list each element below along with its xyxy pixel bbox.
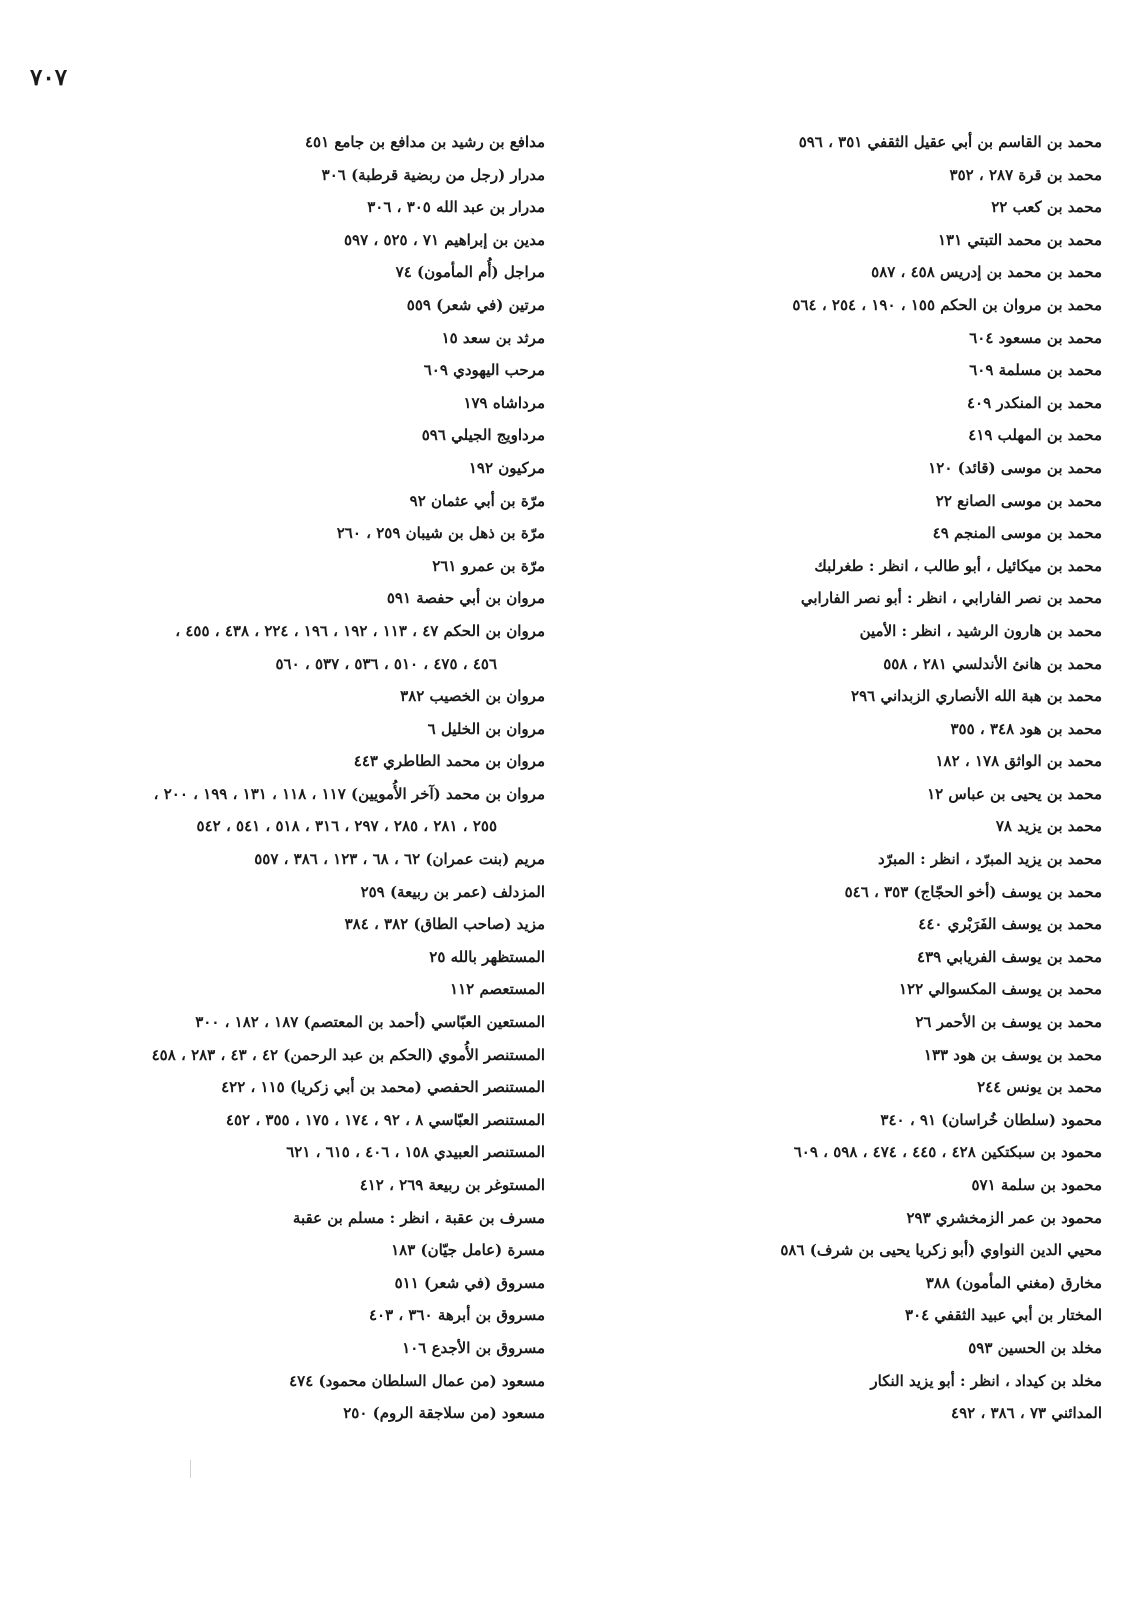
index-entry: مخلد بن الحسين ٥٩٣	[968, 1338, 1102, 1357]
index-entry: مرّة بن أبي عثمان ٩٢	[409, 491, 545, 510]
index-entry: محمد بن محمد بن إدريس ٤٥٨ ، ٥٨٧	[871, 263, 1102, 282]
index-entry: مروان بن محمد (آخر الأُمويين) ١١٧ ، ١١٨ ، ١٣١ ، ١٩٩ ، ٢٠٠ ،	[153, 784, 545, 803]
index-entry: مسرة (عامل جيّان) ١٨٣	[391, 1241, 545, 1260]
index-entry: مسروق (في شعر) ٥١١	[394, 1273, 545, 1292]
index-entry: مروان بن الخصيب ٣٨٢	[400, 687, 545, 706]
index-entry-continuation: ٢٥٥ ، ٢٨١ ، ٢٨٥ ، ٢٩٧ ، ٣١٦ ، ٥١٨ ، ٥٤١ ، ٥٤٢	[196, 817, 497, 836]
index-entry: مرثد بن سعد ١٥	[441, 328, 545, 347]
index-entry: مدرار (رجل من ربضية قرطبة) ٣٠٦	[321, 165, 545, 184]
index-entry: المزدلف (عمر بن ربيعة) ٢٥٩	[360, 882, 545, 901]
index-entry: مسروق بن الأجدع ١٠٦	[402, 1338, 545, 1357]
index-entry: مروان بن الحكم ٤٧ ، ١١٣ ، ١٩٢ ، ١٩٦ ، ٢٢٤ ، ٤٣٨ ، ٤٥٥ ،	[175, 621, 545, 640]
index-entry: مرّة بن ذهل بن شيبان ٢٥٩ ، ٢٦٠	[336, 524, 545, 543]
index-entry: محمد بن يوسف بن الأحمر ٢٦	[915, 1013, 1102, 1032]
index-entry: محمد بن يوسف الفريابي ٤٣٩	[917, 947, 1102, 966]
index-entry: محمود بن عمر الزمخشري ٢٩٣	[906, 1208, 1102, 1227]
index-entry: المستنصر العبّاسي ٨ ، ٩٢ ، ١٧٤ ، ١٧٥ ، ٣٥٥ ، ٤٥٢	[225, 1110, 545, 1129]
index-entry: محمد بن يزيد المبرّد ، انظر : المبرّد	[878, 850, 1102, 869]
index-entry-continuation: ٤٥٦ ، ٤٧٥ ، ٥١٠ ، ٥٣٦ ، ٥٣٧ ، ٥٦٠	[275, 654, 497, 673]
index-entry: مروان بن محمد الطاطري ٤٤٣	[353, 752, 545, 771]
index-entry: المستنصر الأُموي (الحكم بن عبد الرحمن) ٤٢ ، ٤٣ ، ٢٨٣ ، ٤٥٨	[151, 1045, 545, 1064]
index-entry: مروان بن الخليل ٦	[427, 719, 545, 738]
page-number: ٧٠٧	[30, 64, 68, 91]
index-entry: مراجل (أُم المأمون) ٧٤	[395, 263, 545, 282]
index-entry: محمد بن المهلب ٤١٩	[968, 426, 1102, 445]
index-entry: محمد بن يونس ٢٤٤	[977, 1078, 1102, 1097]
index-entry: المدائني ٧٣ ، ٣٨٦ ، ٤٩٢	[951, 1404, 1102, 1423]
index-entry: مسعود (من سلاجقة الروم) ٢٥٠	[343, 1404, 545, 1423]
index-entry: محمد بن هارون الرشيد ، انظر : الأمين	[859, 621, 1102, 640]
index-entry: مدرار بن عبد الله ٣٠٥ ، ٣٠٦	[367, 198, 545, 217]
index-entry: مخلد بن كيداد ، انظر : أبو يزيد النكار	[870, 1371, 1102, 1390]
index-entry: المستعصم ١١٢	[450, 980, 545, 999]
index-entry: مروان بن أبي حفصة ٥٩١	[386, 589, 545, 608]
index-entry: مدافع بن رشيد بن مدافع بن جامع ٤٥١	[304, 133, 545, 151]
index-entry: مريم (بنت عمران) ٦٢ ، ٦٨ ، ١٢٣ ، ٣٨٦ ، ٥٥٧	[254, 850, 545, 869]
index-column-right	[592, 126, 1102, 1430]
index-entry: المستنصر العبيدي ١٥٨ ، ٤٠٦ ، ٦١٥ ، ٦٢١	[286, 1143, 545, 1162]
index-entry: المستوغر بن ربيعة ٢٦٩ ، ٤١٢	[359, 1176, 545, 1194]
index-entry: مدين بن إبراهيم ٧١ ، ٥٢٥ ، ٥٩٧	[343, 230, 545, 249]
index-entry: محيي الدين النواوي (أبو زكريا يحيى بن شرف) ٥٨٦	[780, 1241, 1102, 1260]
index-entry: محمد بن يوسف (أخو الحجّاج) ٣٥٣ ، ٥٤٦	[844, 882, 1102, 901]
index-entry: محمد بن موسى (قائد) ١٢٠	[928, 458, 1102, 477]
index-entry: محمد بن نصر الفارابي ، انظر : أبو نصر الفارابي	[800, 589, 1102, 608]
index-entry: محمد بن محمد التبتي ١٣١	[938, 230, 1102, 249]
index-entry: محمود بن سبكتكين ٤٢٨ ، ٤٤٥ ، ٤٧٤ ، ٥٩٨ ، ٦٠٩	[793, 1143, 1102, 1162]
index-entry: المختار بن أبي عبيد الثقفي ٣٠٤	[905, 1306, 1102, 1325]
index-entry: المستنصر الحفصي (محمد بن أبي زكريا) ١١٥ ، ٤٢٢	[221, 1078, 545, 1097]
index-column-left	[40, 126, 545, 1430]
index-entry: مخارق (مغني المأمون) ٣٨٨	[925, 1273, 1102, 1292]
index-entry: محمد بن مسعود ٦٠٤	[969, 328, 1102, 347]
index-entry: المستعين العبّاسي (أحمد بن المعتصم) ١٨٧ ، ١٨٢ ، ٣٠٠	[195, 1013, 545, 1032]
index-entry: مسرف بن عقبة ، انظر : مسلم بن عقبة	[292, 1208, 545, 1227]
index-entry: مرحب اليهودي ٦٠٩	[423, 361, 545, 380]
index-entry: محمد بن موسى الصانع ٢٢	[935, 491, 1102, 510]
index-entry: محمد بن موسى المنجم ٤٩	[932, 524, 1102, 543]
index-entry: مرتين (في شعر) ٥٥٩	[406, 295, 545, 314]
index-entry: محمد بن مروان بن الحكم ١٥٥ ، ١٩٠ ، ٢٥٤ ، ٥٦٤	[792, 295, 1102, 314]
index-entry: مرداويج الجيلي ٥٩٦	[421, 426, 545, 445]
index-entry: محمود بن سلمة ٥٧١	[971, 1176, 1102, 1194]
index-entry: محمد بن يوسف الفَرَبْري ٤٤٠	[918, 915, 1102, 934]
index-entry: محمد بن قرة ٢٨٧ ، ٣٥٢	[949, 165, 1102, 184]
index-entry: محمد بن هبة الله الأنصاري الزبداني ٢٩٦	[851, 687, 1102, 706]
index-entry: محمد بن المنكدر ٤٠٩	[966, 393, 1102, 412]
index-entry: محمد بن ميكائيل ، أبو طالب ، انظر : طغرلبك	[814, 556, 1102, 575]
index-entry: محمد بن هانئ الأندلسي ٢٨١ ، ٥٥٨	[883, 654, 1102, 673]
index-entry: محمد بن القاسم بن أبي عقيل الثقفي ٣٥١ ، ٥٩٦	[798, 133, 1102, 151]
index-entry: مركيون ١٩٢	[468, 458, 545, 477]
index-entry: محمد بن الواثق ١٧٨ ، ١٨٢	[935, 752, 1102, 771]
index-entry: محمد بن كعب ٢٢	[991, 198, 1102, 217]
index-entry: مسعود (من عمال السلطان محمود) ٤٧٤	[289, 1371, 545, 1390]
index-entry: محمد بن يوسف بن هود ١٣٣	[923, 1045, 1102, 1064]
index-entry: المستظهر بالله ٢٥	[429, 947, 545, 966]
scan-mark	[190, 1460, 191, 1478]
index-entry: محمد بن مسلمة ٦٠٩	[969, 361, 1102, 380]
index-entry: مرداشاه ١٧٩	[463, 393, 545, 412]
index-entry: مرّة بن عمرو ٢٦١	[432, 556, 545, 575]
index-entry: محمود (سلطان خُراسان) ٩١ ، ٣٤٠	[880, 1110, 1102, 1129]
index-entry: محمد بن يوسف المكسوالي ١٢٢	[899, 980, 1102, 999]
index-entry: محمد بن يحيى بن عباس ١٢	[927, 784, 1102, 803]
index-entry: مزيد (صاحب الطاق) ٣٨٢ ، ٣٨٤	[344, 915, 545, 934]
index-entry: محمد بن يزيد ٧٨	[995, 817, 1102, 836]
index-entry: مسروق بن أبرهة ٣٦٠ ، ٤٠٣	[368, 1306, 545, 1325]
index-entry: محمد بن هود ٣٤٨ ، ٣٥٥	[950, 719, 1102, 738]
